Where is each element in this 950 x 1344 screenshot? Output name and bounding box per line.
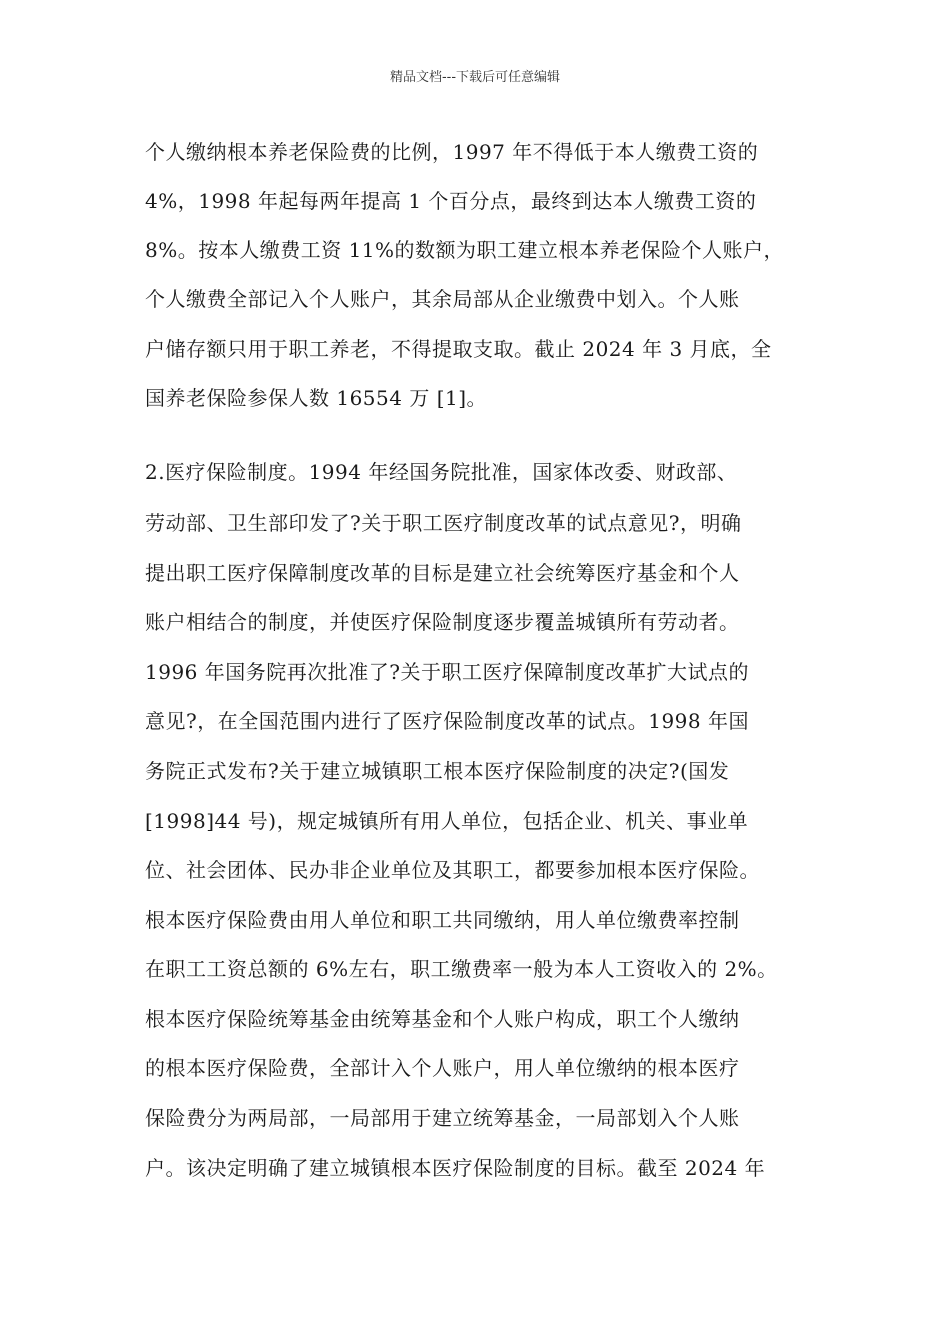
page-header: 精品文档---下载后可任意编辑 xyxy=(389,70,561,85)
text-line: 意见?，在全国范围内进行了医疗保险制度改革的试点。1998 年国 xyxy=(145,709,749,733)
text-line: 1996 年国务院再次批准了?关于职工医疗保障制度改革扩大试点的 xyxy=(145,660,749,684)
text-line: 账户相结合的制度，并使医疗保险制度逐步覆盖城镇所有劳动者。 xyxy=(145,610,740,634)
text-line: 提出职工医疗保障制度改革的目标是建立社会统筹医疗基金和个人 xyxy=(145,561,740,585)
text-line: 2.医疗保险制度。1994 年经国务院批准，国家体改委、财政部、 xyxy=(145,460,738,484)
text-line: 户储存额只用于职工养老，不得提取支取。截止 2024 年 3 月底，全 xyxy=(145,337,772,361)
text-line: 的根本医疗保险费，全部计入个人账户，用人单位缴纳的根本医疗 xyxy=(145,1056,740,1080)
text-line: 在职工工资总额的 6%左右，职工缴费率一般为本人工资收入的 2%。 xyxy=(145,957,778,981)
text-line: 根本医疗保险费由用人单位和职工共同缴纳，用人单位缴费率控制 xyxy=(145,908,740,932)
text-line: 保险费分为两局部，一局部用于建立统筹基金，一局部划入个人账 xyxy=(145,1106,740,1130)
text-line: 国养老保险参保人数 16554 万 [1]。 xyxy=(145,386,488,410)
text-line: 8%。按本人缴费工资 11%的数额为职工建立根本养老保险个人账户， xyxy=(145,238,785,262)
text-line: 位、社会团体、民办非企业单位及其职工，都要参加根本医疗保险。 xyxy=(145,858,760,882)
text-line: 劳动部、卫生部印发了?关于职工医疗制度改革的试点意见?，明确 xyxy=(145,511,742,535)
text-line: 务院正式发布?关于建立城镇职工根本医疗保险制度的决定?(国发 xyxy=(145,759,730,783)
text-line: [1998]44 号)，规定城镇所有用人单位，包括企业、机关、事业单 xyxy=(145,809,749,833)
text-line: 户。该决定明确了建立城镇根本医疗保险制度的目标。截至 2024 年 xyxy=(145,1156,766,1180)
text-line: 4%，1998 年起每两年提高 1 个百分点，最终到达本人缴费工资的 xyxy=(145,189,757,213)
text-line: 根本医疗保险统筹基金由统筹基金和个人账户构成，职工个人缴纳 xyxy=(145,1007,740,1031)
text-line: 个人缴费全部记入个人账户，其余局部从企业缴费中划入。个人账 xyxy=(145,287,740,311)
text-line: 个人缴纳根本养老保险费的比例，1997 年不得低于本人缴费工资的 xyxy=(145,140,759,164)
